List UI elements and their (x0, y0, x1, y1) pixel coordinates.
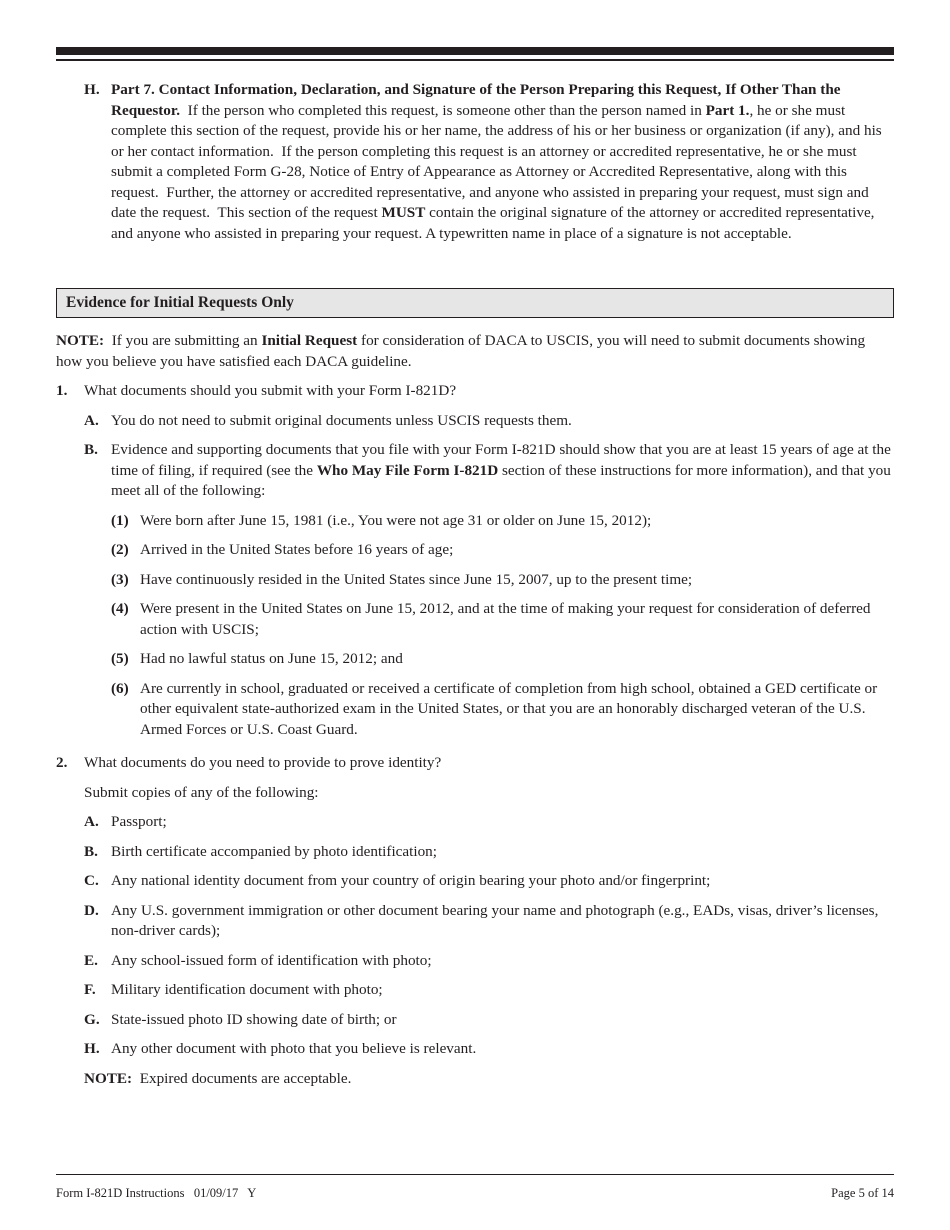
item-label: (4) (111, 600, 129, 617)
item-text: Military identification document with photo; (111, 981, 383, 998)
item-text: What documents should you submit with your Form I-821D? (84, 382, 457, 399)
item-label: 2. (56, 754, 68, 771)
note-text: Expired documents are acceptable. (132, 1069, 352, 1087)
item-label: B. (84, 441, 98, 458)
list-item (84, 812, 894, 833)
list-item (111, 511, 894, 532)
item-text: Have continuously resided in the United States since June 15, 2007, up to the present time; (140, 570, 693, 588)
item-label: (6) (111, 679, 129, 697)
item-label: A. (84, 813, 99, 830)
list-item (111, 649, 894, 670)
question-1 (56, 381, 894, 402)
text: , he or she must complete this section of the request, provide his or her name, the address of his or her business or organization (if any), and his or her contact information. If the person completing this request is an attorney or accredited representative, he or she must submit a completed Form G-28, Notice of Entry of Appearance as Attorney or Accredited Representative, along with this request. Further, the attorney or accredited representative, and anyone who assisted in preparing your request, must sign and date the request. This section of the request (111, 101, 886, 221)
item-text: Were born after June 15, 1981 (i.e., You were not age 31 or older on June 15, 2012); (140, 511, 652, 529)
item-label: B. (84, 842, 98, 860)
list-item (84, 901, 894, 942)
part-h-paragraph (84, 80, 894, 244)
bold-text: Who May File Form I-821D (316, 461, 499, 479)
item-text: Any other document with photo that you believe is relevant. (111, 1040, 477, 1057)
note-label: NOTE: (56, 332, 105, 349)
item-label: G. (84, 1010, 100, 1028)
item-text (111, 440, 894, 502)
item-label: (1) (111, 511, 129, 529)
list-item (111, 679, 894, 741)
item-text: Any national identity document from your country of origin bearing your photo and/or fingerprint; (111, 872, 711, 889)
item-text: Are currently in school, graduated or received a certificate of completion from high school, obtained a GED certificate or other equivalent state-authorized exam in the United States, or that you are an honorably discharged veteran of the U.S. Armed Forces or U.S. Coast Guard. (140, 679, 878, 738)
part-h-title: Part 7. Contact Information, Declaration, and Signature of the Person Preparing this Request, If Other Than the Requestor. (111, 81, 845, 119)
item-label: (2) (111, 541, 129, 558)
text: Evidence and supporting documents that you file with your Form I-821D should show that you are at least 15 years of age at the time of filing, if required (see the (111, 441, 891, 479)
item-label: 1. (56, 382, 68, 399)
item-text (111, 80, 894, 244)
item-label: H. (84, 1040, 100, 1057)
section-header (56, 288, 894, 318)
note-paragraph (56, 331, 894, 372)
list-item (111, 570, 894, 591)
item-label: C. (84, 872, 99, 889)
page-content (56, 80, 894, 1089)
list-item (111, 540, 894, 561)
item-label: E. (84, 951, 98, 969)
item-label: F. (84, 981, 96, 998)
item-text: Passport; (111, 813, 167, 830)
list-item (84, 1010, 894, 1031)
item-text: Any U.S. government immigration or other document bearing your name and photograph (e.g., EADs, visas, driver’s licenses, non-driver cards); (111, 901, 879, 939)
bold-text: Part 1. (705, 101, 750, 119)
question-2-intro: Submit copies of any of the following: (84, 783, 319, 801)
bold-text: MUST (381, 204, 426, 221)
item-text: What documents do you need to provide to prove identity? (84, 754, 442, 771)
item-label: D. (84, 901, 99, 919)
question-1-item-a (84, 411, 894, 432)
question-2 (56, 753, 894, 774)
list-item (84, 1039, 894, 1060)
header-rule-thick (56, 47, 894, 55)
list-item (84, 980, 894, 1001)
item-text: Had no lawful status on June 15, 2012; and (140, 650, 403, 667)
header-rule-thin (56, 59, 894, 61)
item-label: A. (84, 411, 99, 429)
footer-page-number: Page 5 of 14 (831, 1186, 894, 1200)
bold-text: Initial Request (261, 332, 358, 349)
text: If you are submitting an (104, 332, 262, 349)
item-text: State-issued photo ID showing date of birth; or (111, 1010, 397, 1028)
footer-form-id: Form I-821D Instructions 01/09/17 Y (56, 1186, 257, 1200)
question-1-item-b (84, 440, 894, 502)
text: contain the original signature of the attorney or accredited representative, and anyone who assisted in preparing your request. A typewritten name in place of a signature is not acceptable. (111, 204, 879, 242)
section-title: Evidence for Initial Requests Only (66, 293, 294, 311)
question-2-note (84, 1069, 894, 1090)
note-label: NOTE: (84, 1069, 133, 1087)
item-text: You do not need to submit original documents unless USCIS requests them. (111, 411, 572, 429)
list-item (84, 842, 894, 863)
list-item (84, 951, 894, 972)
text: section of these instructions for more information), and that you meet all of the following: (111, 461, 891, 499)
list-item (111, 599, 894, 640)
item-label: (3) (111, 570, 129, 588)
list-item (84, 871, 894, 892)
item-label: (5) (111, 650, 129, 667)
item-text: Any school-issued form of identification with photo; (111, 951, 432, 969)
item-text: Were present in the United States on June 15, 2012, and at the time of making your request for consideration of deferred action with USCIS; (140, 600, 871, 638)
item-text: Arrived in the United States before 16 years of age; (140, 541, 454, 558)
item-text: Birth certificate accompanied by photo identification; (111, 842, 437, 860)
item-label: H. (84, 81, 100, 98)
text: for consideration of DACA to USCIS, you will need to submit documents showing how you believe you have satisfied each DACA guideline. (56, 332, 869, 370)
text: If the person who completed this request, is someone other than the person named in (180, 101, 706, 119)
footer-rule (56, 1174, 894, 1175)
